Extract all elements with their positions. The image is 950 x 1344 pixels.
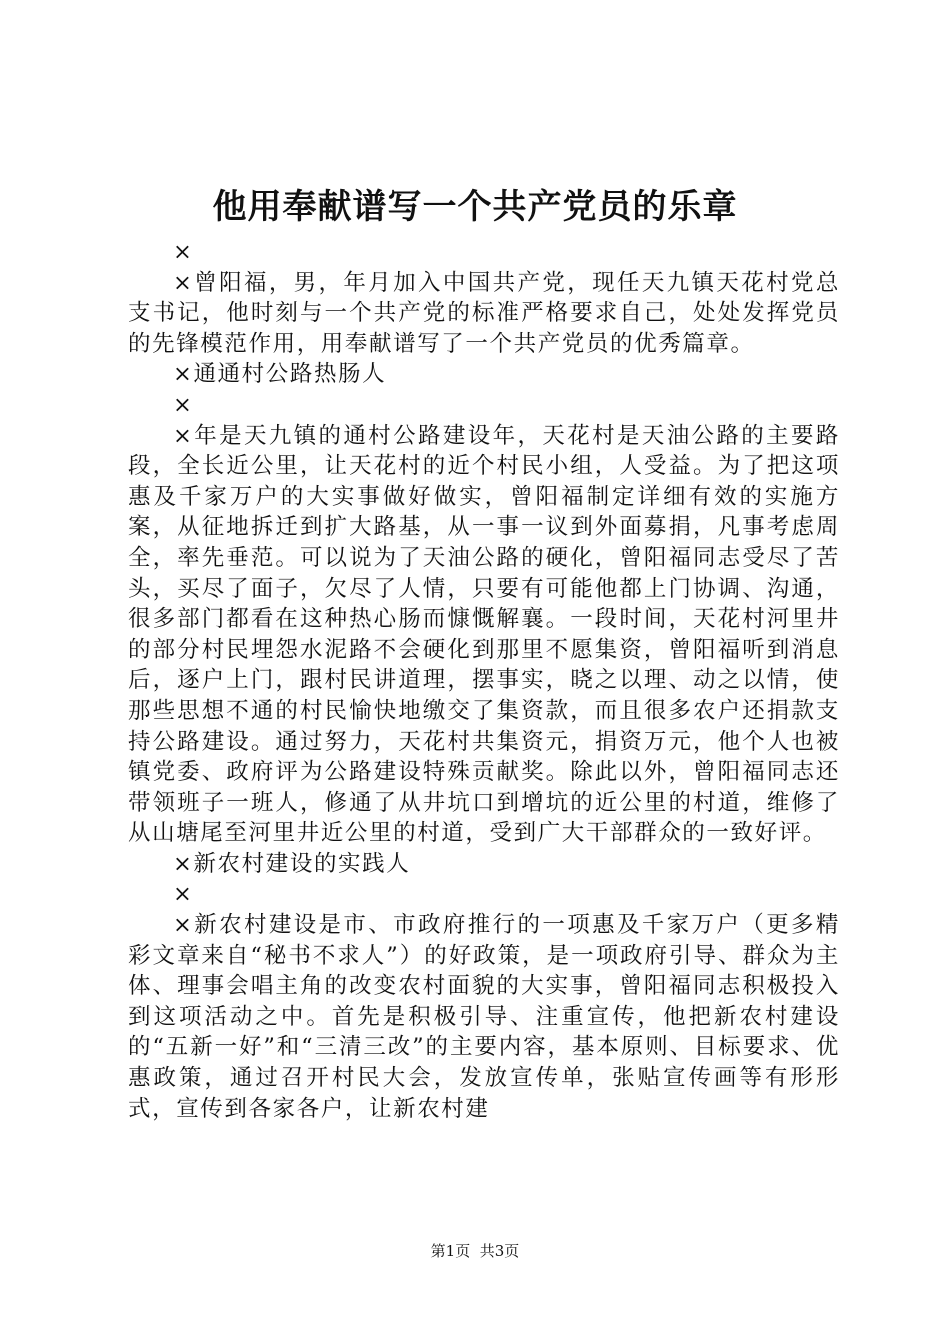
section-heading: ×通通村公路热肠人 — [173, 361, 387, 388]
document-body — [128, 237, 840, 1124]
paragraph: × — [173, 239, 194, 265]
page-number: 第1页 — [430, 1242, 471, 1260]
document-title: 他用奉献谱写一个共产党员的乐章 — [212, 187, 738, 227]
paragraph: ×曾阳福，男，年月加入中国共产党，现任天九镇天花村党总支书记，他时刻与一个共产党的标准严格要求自己，处处发挥党员的先锋模范作用，用奉献谱写了一个共产党员的优秀篇章。 — [128, 269, 840, 357]
paragraph: × — [173, 391, 194, 418]
section-heading: ×新农村建设的实践人 — [173, 850, 411, 877]
paragraph: ×新农村建设是市、市政府推行的一项惠及千家万户（更多精彩文章来自“秘书不求人”）的好政策，是一项政府引导、群众为主体、理事会唱主角的改变农村面貌的大实事，曾阳福同志积极投入到这项活动之中。首先是积极引导、注重宣传，他把新农村建设的“五新一好”和“三清三改”的主要内容，基本原则、目标要求、优惠政策，通过召开村民大会，发放宣传单，张贴宣传画等有形形式，宣传到各家各户，让新农村建 — [128, 912, 840, 1122]
page-footer — [0, 1240, 950, 1262]
page-total: 共3页 — [479, 1242, 520, 1260]
paragraph: × — [173, 881, 194, 908]
paragraph: ×年是天九镇的通村公路建设年，天花村是天油公路的主要路段，全长近公里，让天花村的近个村民小组，人受益。为了把这项惠及千家万户的大实事做好做实，曾阳福制定详细有效的实施方案，从征地拆迁到扩大路基，从一事一议到外面募捐，凡事考虑周全，率先垂范。可以说为了天油公路的硬化，曾阳福同志受尽了苦头，买尽了面子，欠尽了人情，只要有可能他都上门协调、沟通，很多部门都看在这种热心肠而慷慨解襄。一段时间，天花村河里井的部分村民埋怨水泥路不会硬化到那里不愿集资，曾阳福听到消息后，逐户上门，跟村民讲道理，摆事实，晓之以理、动之以情，使那些思想不通的村民愉快地缴交了集资款，而且很多农户还捐款支持公路建设。通过努力，天花村共集资元，捐资万元，他个人也被镇党委、政府评为公路建设特殊贡献奖。除此以外，曾阳福同志还带领班子一班人，修通了从井坑口到增坑的近公里的村道，维修了从山塘尾至河里井近公里的村道，受到广大干部群众的一致好评。 — [128, 422, 840, 847]
